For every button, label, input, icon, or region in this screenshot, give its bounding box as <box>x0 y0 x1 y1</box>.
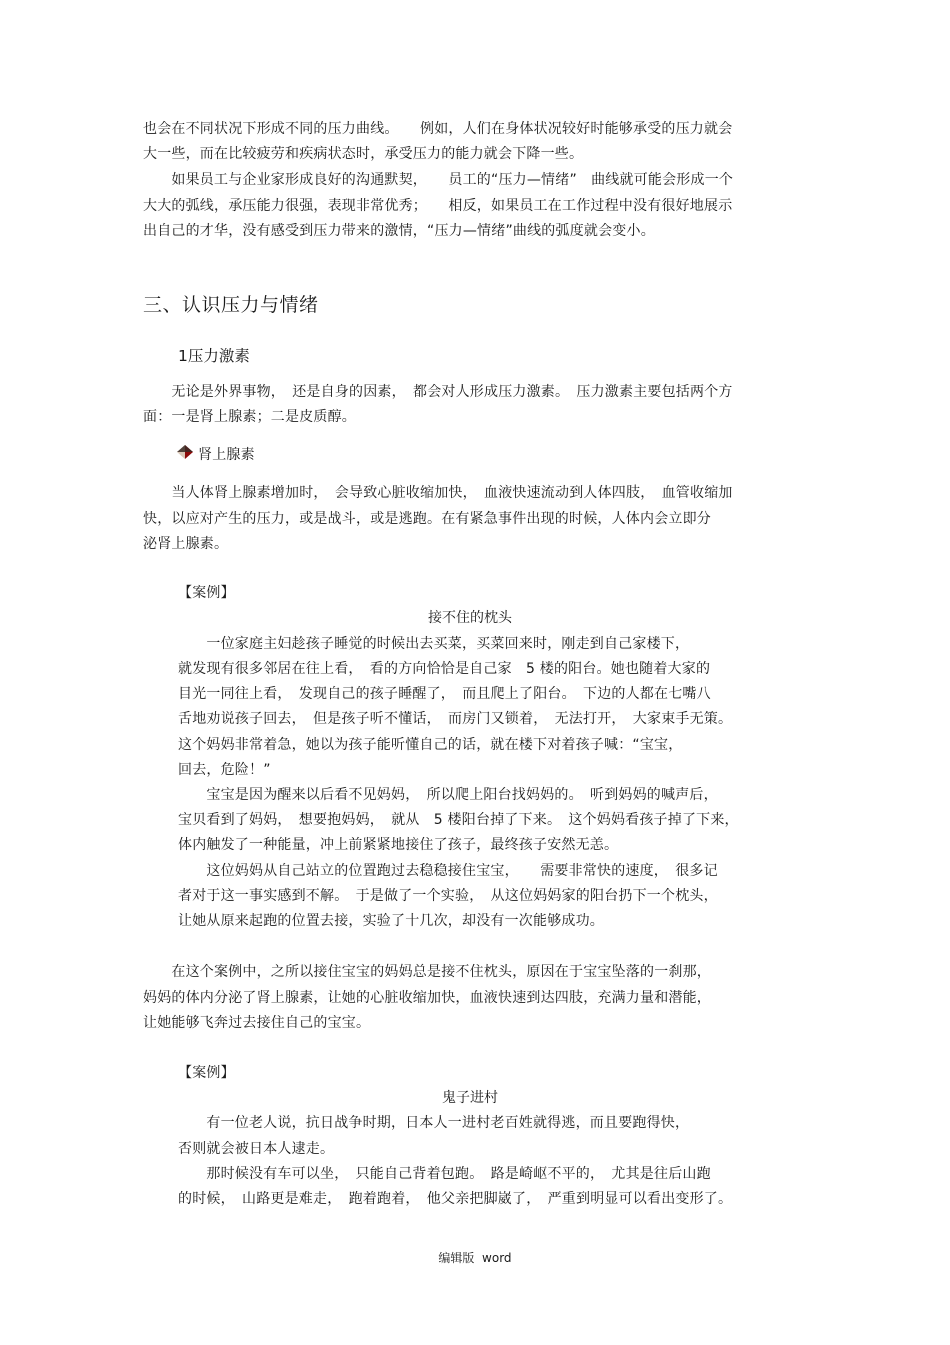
case2-line-3: 那时候没有车可以坐， 只能自己背着包跑。 路是崎岖不平的， 尤其是往后山跑 <box>178 1166 711 1182</box>
case2-tag: 【案例】 <box>178 1065 235 1081</box>
case1-line-6: 回去，危险！” <box>178 762 271 778</box>
analysis-line-2: 妈妈的体内分泌了肾上腺素，让她的心脏收缩加快，血液快速到达四肢，充满力量和潜能， <box>143 990 711 1006</box>
intro-line-1: 也会在不同状况下形成不同的压力曲线。 例如，人们在身体状况较好时能够承受的压力就会 <box>143 121 733 137</box>
case1-line-7: 宝宝是因为醒来以后看不见妈妈， 所以爬上阳台找妈妈的。 听到妈妈的喊声后， <box>178 787 718 803</box>
intro-line-5: 出自己的才华，没有感受到压力带来的激情，“压力—情绪”曲线的弧度就会变小。 <box>143 223 655 239</box>
case1-line-12: 让她从原来起跑的位置去接，实验了十几次，却没有一次能够成功。 <box>178 913 604 929</box>
case1-line-11: 者对于这一事实感到不解。 于是做了一个实验， 从这位妈妈家的阳台扔下一个枕头， <box>178 888 718 904</box>
case1-line-4: 舌地劝说孩子回去， 但是孩子听不懂话， 而房门又锁着， 无法打开， 大家束手无策。 <box>178 711 733 727</box>
adrenaline-para-line-3: 泌肾上腺素。 <box>143 536 229 552</box>
case1-line-5: 这个妈妈非常着急，她以为孩子能听懂自己的话，就在楼下对着孩子喊：“宝宝， <box>178 737 683 753</box>
analysis-line-3: 让她能够飞奔过去接住自己的宝宝。 <box>143 1015 371 1031</box>
case1-tag: 【案例】 <box>178 585 235 601</box>
case2-line-2: 否则就会被日本人逮走。 <box>178 1141 335 1157</box>
page-footer: 编辑版 word <box>438 1251 512 1265</box>
adrenaline-para-line-1: 当人体肾上腺素增加时， 会导致心脏收缩加快， 血液快速流动到人体四肢， 血管收缩加 <box>143 485 733 501</box>
bullet-label: 肾上腺素 <box>198 447 255 463</box>
case1-line-10: 这位妈妈从自己站立的位置跑过去稳稳接住宝宝， 需要非常快的速度， 很多记 <box>178 863 718 879</box>
case1-line-1: 一位家庭主妇趁孩子睡觉的时候出去买菜，买菜回来时，刚走到自己家楼下， <box>178 636 690 652</box>
subsection-para-line-1: 无论是外界事物， 还是自身的因素， 都会对人形成压力激素。 压力激素主要包括两个方 <box>143 384 733 400</box>
intro-line-2: 大一些，而在比较疲劳和疾病状态时，承受压力的能力就会下降一些。 <box>143 146 584 162</box>
intro-line-4: 大大的弧线，承压能力很强，表现非常优秀； 相反，如果员工在工作过程中没有很好地展示 <box>143 198 733 214</box>
case2-line-1: 有一位老人说，抗日战争时期，日本人一进村老百姓就得逃，而且要跑得快， <box>178 1115 690 1131</box>
case1-line-9: 体内触发了一种能量，冲上前紧紧地接住了孩子，最终孩子安然无恙。 <box>178 837 619 853</box>
adrenaline-para-line-2: 快，以应对产生的压力，或是战斗，或是逃跑。在有紧急事件出现的时候，人体内会立即分 <box>143 511 711 527</box>
case1-line-3: 目光一同往上看， 发现自己的孩子睡醒了， 而且爬上了阳台。 下边的人都在七嘴八 <box>178 686 711 702</box>
case1-title: 接不住的枕头 <box>428 610 512 626</box>
case2-line-4: 的时候， 山路更是难走， 跑着跑着， 他父亲把脚崴了， 严重到明显可以看出变形了。 <box>178 1191 733 1207</box>
case1-line-2: 就发现有很多邻居在往上看， 看的方向恰恰是自己家 5 楼的阳台。她也随着大家的 <box>178 661 711 677</box>
case2-title: 鬼子进村 <box>442 1090 498 1106</box>
section-title: 三、认识压力与情绪 <box>143 294 319 316</box>
analysis-line-1: 在这个案例中，之所以接住宝宝的妈妈总是接不住枕头，原因在于宝宝坠落的一刹那， <box>143 964 711 980</box>
diamond-arrow-icon <box>176 444 194 460</box>
subsection-title: 1压力激素 <box>178 347 250 365</box>
intro-line-3: 如果员工与企业家形成良好的沟通默契， 员工的“压力—情绪” 曲线就可能会形成一个 <box>143 172 734 188</box>
subsection-para-line-2: 面：一是肾上腺素；二是皮质醇。 <box>143 409 356 425</box>
case1-line-8: 宝贝看到了妈妈， 想要抱妈妈， 就从 5 楼阳台掉了下来。 这个妈妈看孩子掉了下来， <box>178 812 739 828</box>
